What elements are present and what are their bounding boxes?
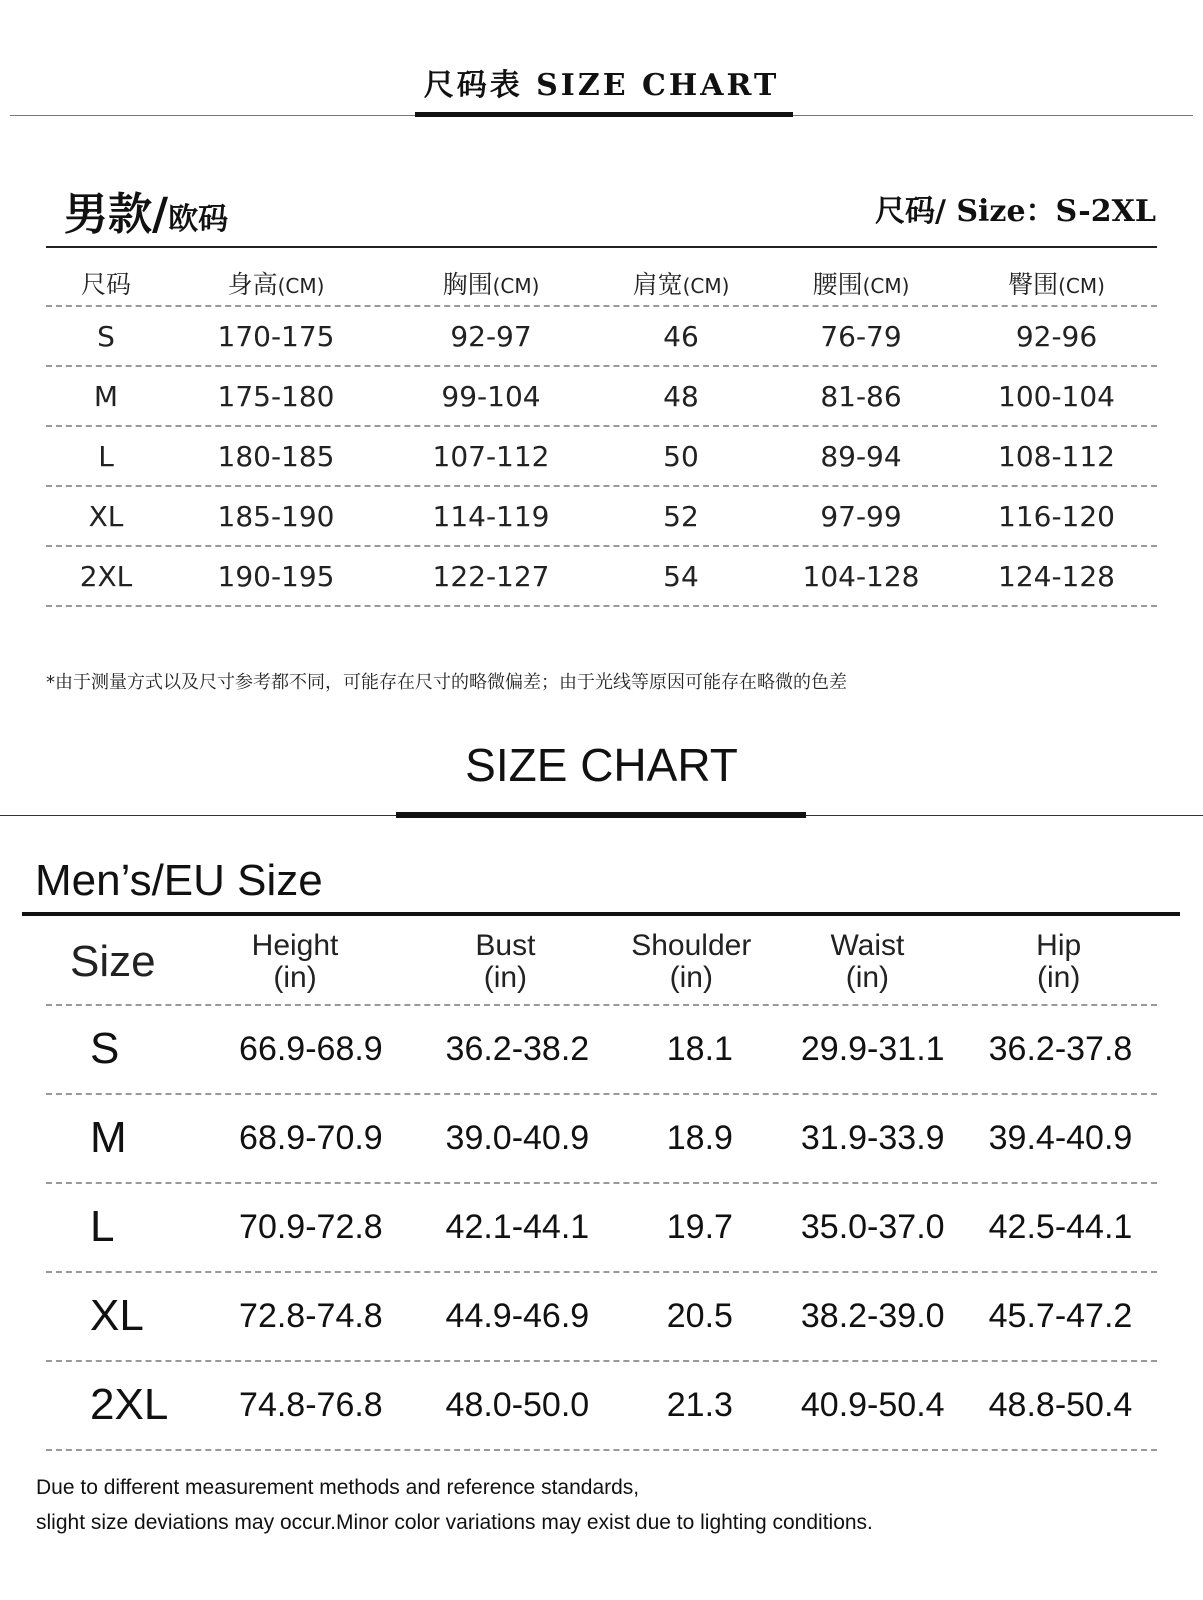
cn-col-header: 臀围(CM)	[1008, 270, 1105, 299]
table-cell: M	[93, 379, 119, 413]
table-cell: 21.3	[666, 1385, 733, 1424]
table-row	[46, 1005, 1157, 1093]
table-cell: 39.4-40.9	[988, 1118, 1133, 1157]
table-cell: 39.0-40.9	[445, 1118, 590, 1157]
table-cell: 99-104	[441, 379, 541, 413]
table-cell: 31.9-33.9	[800, 1118, 945, 1157]
cn-subtitle-main: 男款/	[64, 189, 169, 240]
table-cell: 107-112	[432, 439, 550, 473]
table-cell: 40.9-50.4	[800, 1385, 945, 1424]
table-divider	[46, 605, 1157, 607]
table-cell: 35.0-37.0	[800, 1207, 945, 1246]
cn-title-underline	[415, 112, 793, 117]
cn-size-range: 尺码/ Size：S-2XL	[874, 194, 1156, 229]
table-cell: 44.9-46.9	[445, 1296, 590, 1335]
table-row	[46, 1361, 1157, 1449]
table-cell: L	[90, 1202, 115, 1251]
table-cell: 76-79	[820, 319, 902, 353]
en-disclaimer	[36, 1470, 873, 1540]
table-cell: 122-127	[432, 559, 550, 593]
table-cell: 190-195	[217, 559, 335, 593]
table-cell: 97-99	[820, 499, 902, 533]
table-divider	[46, 1449, 1157, 1451]
en-col-header: Size	[70, 937, 156, 986]
table-cell: 170-175	[217, 319, 335, 353]
cn-chart-title	[0, 60, 1203, 104]
cn-disclaimer: *由于测量方式以及尺寸参考都不同，可能存在尺寸的略微偏差；由于光线等原因可能存在略微的色差	[46, 672, 847, 693]
cn-subtitle-small: 欧码	[168, 202, 229, 237]
table-cell: 74.8-76.8	[239, 1385, 383, 1424]
table-cell: 48	[663, 379, 699, 413]
cn-table-top-rule	[46, 246, 1157, 248]
en-col-header: Shoulder (in)	[631, 929, 752, 994]
table-row	[46, 306, 1157, 366]
table-cell: 92-97	[450, 319, 532, 353]
table-cell: 92-96	[1015, 319, 1098, 353]
table-cell: 175-180	[217, 379, 335, 413]
cn-col-header: 尺码	[80, 270, 131, 299]
table-cell: 100-104	[998, 379, 1115, 413]
table-cell: 46	[663, 319, 699, 353]
table-row	[46, 546, 1157, 606]
cn-table-header	[46, 262, 1157, 304]
cn-chart-title-text: 尺码表 SIZE CHART	[423, 68, 780, 103]
table-cell: M	[90, 1113, 127, 1162]
table-cell: 104-128	[802, 559, 920, 593]
table-cell: 42.1-44.1	[445, 1207, 590, 1246]
table-cell: 89-94	[820, 439, 902, 473]
en-title-underline	[396, 812, 806, 818]
table-cell: 114-119	[432, 499, 550, 533]
table-cell: 29.9-31.1	[800, 1029, 945, 1068]
table-cell: 52	[663, 499, 699, 533]
cn-col-header: 腰围(CM)	[812, 270, 910, 299]
table-cell: 185-190	[217, 499, 335, 533]
table-cell: 18.9	[666, 1118, 733, 1157]
table-cell: 108-112	[998, 439, 1115, 473]
en-table-top-rule	[22, 912, 1180, 916]
table-cell: S	[90, 1024, 120, 1073]
table-cell: S	[97, 319, 115, 353]
cn-col-header: 胸围(CM)	[442, 270, 540, 299]
table-cell: 45.7-47.2	[988, 1296, 1133, 1335]
table-row	[46, 1272, 1157, 1360]
table-cell: 180-185	[217, 439, 335, 473]
table-cell: 48.8-50.4	[988, 1385, 1133, 1424]
table-cell: 20.5	[666, 1296, 733, 1335]
table-cell: XL	[88, 499, 124, 533]
table-cell: 66.9-68.9	[239, 1029, 383, 1068]
table-row	[46, 426, 1157, 486]
table-cell: 36.2-37.8	[988, 1029, 1133, 1068]
en-col-header: Bust (in)	[475, 929, 536, 994]
en-col-header: Hip (in)	[1036, 929, 1082, 994]
table-cell: 48.0-50.0	[445, 1385, 590, 1424]
table-cell: 2XL	[79, 559, 133, 593]
table-cell: 18.1	[666, 1029, 733, 1068]
en-disclaimer-line: slight size deviations may occur.Minor color variations may exist due to lighting conditions.	[36, 1511, 873, 1534]
en-disclaimer-line: Due to different measurement methods and reference standards,	[36, 1476, 640, 1499]
en-col-header: Waist (in)	[830, 929, 905, 994]
table-cell: 19.7	[666, 1207, 733, 1246]
cn-subtitle	[64, 178, 228, 242]
cn-col-header: 肩宽(CM)	[632, 270, 730, 299]
table-cell: 50	[663, 439, 699, 473]
en-subtitle: Men’s/EU Size	[35, 856, 323, 905]
en-table-header	[46, 922, 1157, 1002]
table-cell: 124-128	[998, 559, 1115, 593]
table-cell: 2XL	[90, 1380, 169, 1429]
en-col-header: Height (in)	[251, 929, 339, 994]
table-row	[46, 1183, 1157, 1271]
table-cell: 70.9-72.8	[239, 1207, 383, 1246]
table-cell: XL	[90, 1291, 144, 1340]
table-cell: L	[98, 439, 114, 473]
table-row	[46, 486, 1157, 546]
table-row	[46, 366, 1157, 426]
cn-col-header: 身高(CM)	[227, 270, 325, 299]
table-cell: 116-120	[998, 499, 1115, 533]
table-cell: 68.9-70.9	[239, 1118, 383, 1157]
table-cell: 42.5-44.1	[988, 1207, 1133, 1246]
table-cell: 38.2-39.0	[800, 1296, 945, 1335]
en-chart-title: SIZE CHART	[465, 739, 738, 791]
table-cell: 81-86	[820, 379, 902, 413]
table-row	[46, 1094, 1157, 1182]
table-cell: 72.8-74.8	[239, 1296, 383, 1335]
table-cell: 54	[663, 559, 699, 593]
table-cell: 36.2-38.2	[445, 1029, 590, 1068]
